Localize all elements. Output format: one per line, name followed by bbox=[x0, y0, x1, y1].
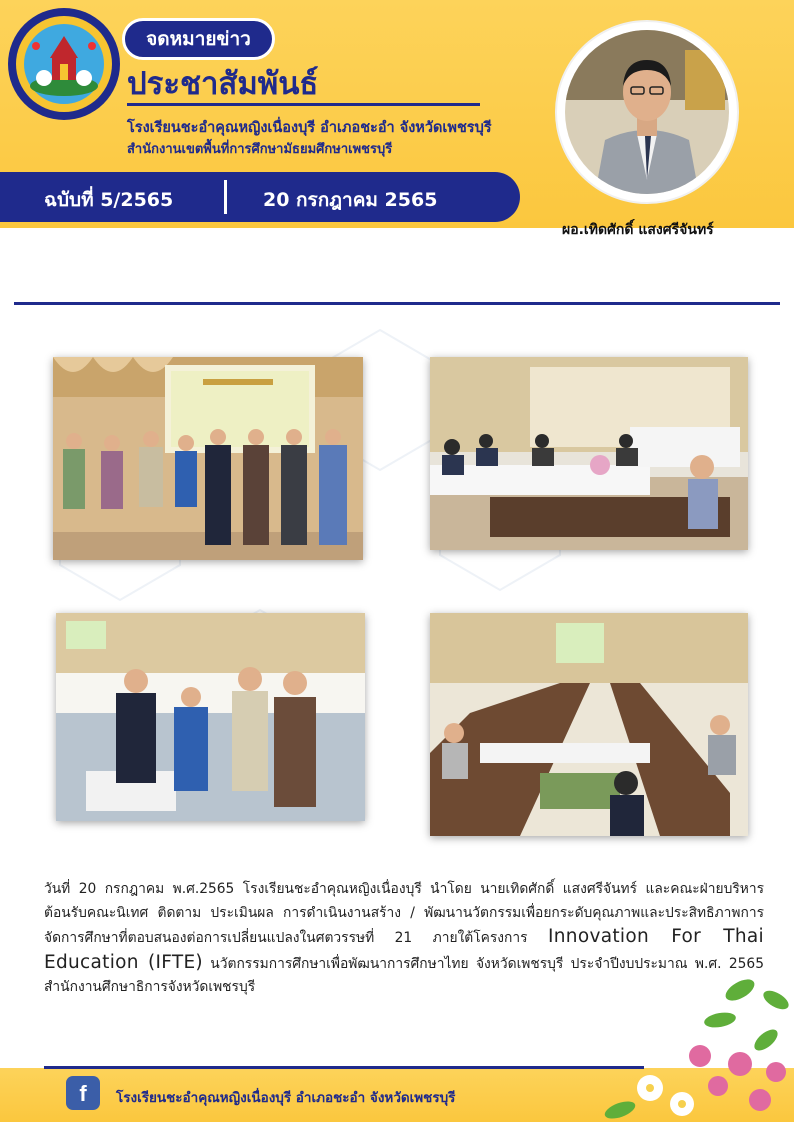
title-underline bbox=[127, 103, 480, 106]
project-name: Innovation For Thai Education (IFTE) bbox=[44, 926, 764, 973]
newsletter-tag: จดหมายข่าว bbox=[122, 18, 275, 60]
conference-table-photo bbox=[430, 613, 748, 836]
portrait-caption: ผอ.เทิดศักดิ์ แสงศรีจันทร์ bbox=[562, 222, 714, 238]
issue-date: 20 กรกฎาคม 2565 bbox=[263, 189, 438, 211]
article-text-part1: วันที่ 20 กรกฎาคม พ.ศ.2565 โรงเรียนชะอำคุณหญิงเนื่องบุรี นำโดย นายเทิดศักดิ์ แสงศรีจันทร์ และคณะฝ่ายบริหาร ต้อนรับคณะนิเทศ ติดตาม ประเมินผล การดำเนินงานสร้าง / พัฒนานวัตกรรมเพื่อยกระดับคุณภาพและประสิทธิภาพการจัดการศึกษาที่ตอบสนองต่อการเปลี่ยนแปลงในศตวรรษที่ 21 ภายใต้โครงการ bbox=[44, 881, 764, 946]
flower-decoration bbox=[590, 960, 794, 1122]
office-name: สำนักงานเขตพื้นที่การศึกษามัธยมศึกษาเพชรบุรี bbox=[127, 142, 393, 157]
director-portrait bbox=[565, 30, 729, 194]
issue-bar bbox=[0, 172, 520, 222]
article-text-part2: นวัตกรรมการศึกษาเพื่อพัฒนาการศึกษาไทย จังหวัดเพชรบุรี ประจำปีงบประมาณ พ.ศ. 2565 สำนักงานศึกษาธิการจังหวัดเพชรบุรี bbox=[44, 955, 764, 995]
footer-facebook-link[interactable]: โรงเรียนชะอำคุณหญิงเนื่องบุรี อำเภอชะอำ จังหวัดเพชรบุรี bbox=[116, 1090, 456, 1106]
issue-separator bbox=[224, 180, 227, 214]
group-photo-presentation bbox=[53, 357, 363, 560]
facebook-icon[interactable]: f bbox=[66, 1076, 100, 1110]
section-divider bbox=[14, 302, 780, 305]
greeting-photo bbox=[56, 613, 365, 821]
school-name: โรงเรียนชะอำคุณหญิงเนื่องบุรี อำเภอชะอำ จังหวัดเพชรบุรี bbox=[127, 120, 492, 136]
issue-number: ฉบับที่ 5/2565 bbox=[44, 189, 174, 211]
page-title: ประชาสัมพันธ์ bbox=[127, 66, 319, 102]
footer-line bbox=[44, 1066, 644, 1069]
meeting-room-photo bbox=[430, 357, 748, 550]
school-logo bbox=[6, 6, 122, 122]
